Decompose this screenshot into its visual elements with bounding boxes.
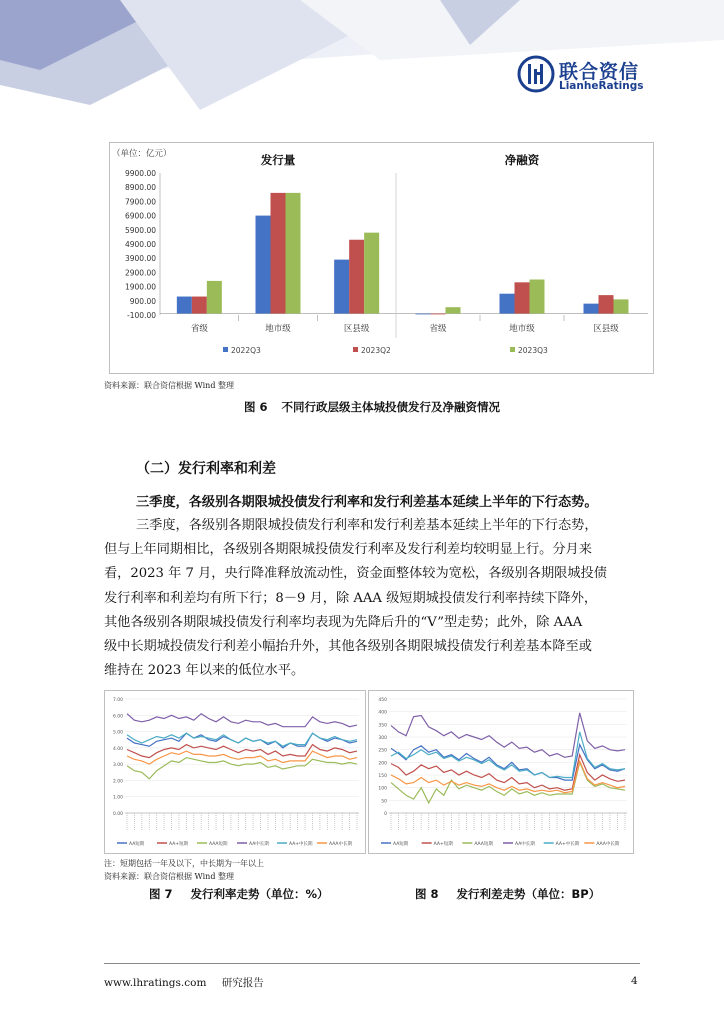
bar (614, 299, 629, 313)
footer-left (104, 975, 264, 990)
y-tick-label: 7900.00 (124, 197, 156, 207)
bar (446, 307, 461, 313)
figure7-caption (149, 886, 329, 902)
figure8-chart (368, 690, 634, 854)
figure7-caption-text: 发行利率走势（单位：%） (190, 887, 329, 901)
legend-swatch (510, 347, 515, 352)
y-tick-label: 250 (378, 748, 387, 754)
figure7-8-source: 资料来源：联合资信根据 Wind 整理 (104, 872, 234, 881)
y-tick-label: 900.00 (129, 296, 156, 306)
legend-label: AA中长期 (515, 842, 535, 847)
y-tick-label: 5900.00 (124, 225, 156, 235)
series-line (391, 755, 625, 791)
figure6-caption-num: 图 6 (244, 400, 268, 414)
bar (286, 193, 301, 314)
legend-label: 2023Q2 (361, 346, 391, 355)
paragraph-line: 其他各级别各期限城投债发行利率均表现为先降后升的“V”型走势；此外，除 AAA (104, 614, 583, 630)
y-tick-label: 200 (378, 761, 387, 767)
bar (271, 193, 286, 314)
figure6-source: 资料来源：联合资信根据 Wind 整理 (104, 381, 234, 390)
x-tick-label: 区县级 (343, 324, 370, 334)
y-tick-label: 150 (378, 774, 387, 779)
footer-report-type: 研究报告 (221, 977, 264, 989)
x-tick-label: 地市级 (509, 324, 535, 334)
y-tick-label: 2.00 (112, 779, 123, 785)
series-line (127, 714, 357, 727)
chart-note: 注：短期包括一年及以下，中长期为一年以上 (104, 859, 264, 868)
y-tick-label: 0.00 (112, 812, 123, 817)
figure8-line-chart (369, 691, 633, 853)
figure8-caption-text: 发行利差走势（单位：BP） (456, 887, 601, 901)
legend-swatch (223, 347, 228, 352)
y-tick-label: 1.00 (112, 795, 123, 801)
brand-name-en: LianheRatings (559, 80, 644, 92)
legend-label: 2022Q3 (231, 346, 261, 355)
y-tick-label: 4.00 (112, 746, 123, 752)
figure6-caption-text: 不同行政层级主体城投债发行及净融资情况 (281, 400, 501, 414)
y-tick-label: 300 (378, 736, 387, 741)
y-tick-label: 50 (381, 799, 387, 805)
y-tick-label: 7.00 (112, 698, 123, 703)
page-number: 4 (631, 975, 638, 987)
x-tick-label: 省级 (190, 324, 208, 334)
y-tick-label: 2900.00 (124, 268, 156, 278)
paragraph-line: 但与上年同期相比，各级别各期限城投债发行利率及发行利差均较明显上行。分月来 (104, 542, 592, 558)
series-line (391, 732, 625, 778)
x-tick-label: 地市级 (265, 324, 291, 334)
x-tick-label: 省级 (429, 324, 447, 334)
bar (500, 294, 515, 314)
paragraph-line: 发行利率和利差均有所下行；8－9 月，除 AAA 级短期城投债发行利率持续下降外， (104, 590, 598, 606)
y-tick-label: 3.00 (112, 763, 123, 769)
legend-swatch (353, 347, 358, 352)
legend-label: AA短期 (393, 842, 409, 847)
series-line (127, 758, 357, 779)
legend-label: AAA短期 (474, 842, 493, 847)
legend-label: AAA中长期 (596, 842, 620, 847)
brand-name-cn: 联合资信 (559, 61, 640, 83)
figure6-chart (109, 142, 654, 374)
bar (256, 216, 271, 314)
bar (349, 240, 364, 314)
legend-label: AA+中长期 (555, 842, 580, 847)
brand-logo (517, 55, 657, 95)
body-paragraph (104, 514, 640, 683)
footer-divider (104, 963, 640, 964)
legend-label: AAA中长期 (329, 842, 352, 847)
unit-label: （单位：亿元） (112, 149, 172, 159)
y-tick-label: 1900.00 (124, 282, 156, 292)
y-tick-label: 350 (378, 723, 387, 729)
legend-label: AA+短期 (433, 842, 453, 847)
paragraph-line: 看，2023 年 7 月，央行降准释放流动性，资金面整体较为宽松，各级别各期限城投债 (104, 566, 607, 582)
footer-website[interactable]: www.lhratings.com (104, 977, 207, 989)
figure6-caption (244, 399, 500, 415)
legend-label: AA短期 (129, 842, 145, 847)
y-tick-label: 450 (378, 698, 387, 703)
panel-title: 发行量 (260, 153, 296, 167)
x-tick-label: 区县级 (593, 324, 619, 334)
y-tick-label: 6900.00 (124, 211, 156, 221)
y-tick-label: 0 (384, 812, 387, 817)
legend-label: AA+中长期 (289, 842, 313, 847)
bar (416, 314, 431, 315)
y-tick-label: 400 (378, 710, 387, 716)
y-tick-label: -100.00 (127, 311, 156, 320)
y-tick-label: 100 (378, 786, 387, 792)
series-line (391, 762, 625, 803)
figure6-bar-chart (110, 143, 653, 373)
legend-label: 2023Q3 (518, 346, 548, 355)
y-tick-label: 8900.00 (124, 183, 156, 193)
bold-lead-sentence: 三季度，各级别各期限城投债发行利率和发行利差基本延续上半年的下行态势。 (136, 495, 598, 510)
bar (530, 280, 545, 314)
figure7-line-chart (105, 691, 365, 853)
y-tick-label: 9900.00 (124, 169, 156, 178)
legend-label: AA+短期 (169, 842, 189, 847)
bar (515, 282, 530, 313)
series-line (127, 751, 357, 764)
legend-label: AAA短期 (209, 842, 228, 847)
y-tick-label: 6.00 (112, 714, 123, 720)
figure7-chart (104, 690, 366, 854)
bar (207, 281, 222, 314)
y-tick-label: 4900.00 (124, 240, 156, 249)
figure7-caption-num: 图 7 (149, 887, 173, 901)
section-title: （二）发行利率和利差 (136, 461, 276, 477)
lianhe-logo-icon (517, 55, 555, 93)
paragraph-line: 三季度，各级别各期限城投债发行利率和发行利差基本延续上半年的下行态势， (136, 518, 598, 533)
bar (334, 260, 349, 314)
bar (364, 233, 379, 314)
legend-label: AA中长期 (249, 842, 269, 847)
bar (177, 297, 192, 314)
bar (431, 314, 446, 315)
y-tick-label: 5.00 (112, 730, 123, 736)
bar (584, 304, 599, 314)
panel-title: 净融资 (504, 153, 540, 167)
bar (599, 295, 614, 313)
paragraph-line: 级中长期城投债发行利差小幅抬升外，其他各级别各期限城投债发行利差基本降至或 (104, 639, 592, 655)
bar (192, 297, 207, 314)
y-tick-label: 3900.00 (124, 254, 156, 264)
figure8-caption-num: 图 8 (415, 887, 439, 901)
paragraph-line: 维持在 2023 年以来的低位水平。 (104, 663, 305, 679)
figure8-caption (415, 886, 600, 902)
